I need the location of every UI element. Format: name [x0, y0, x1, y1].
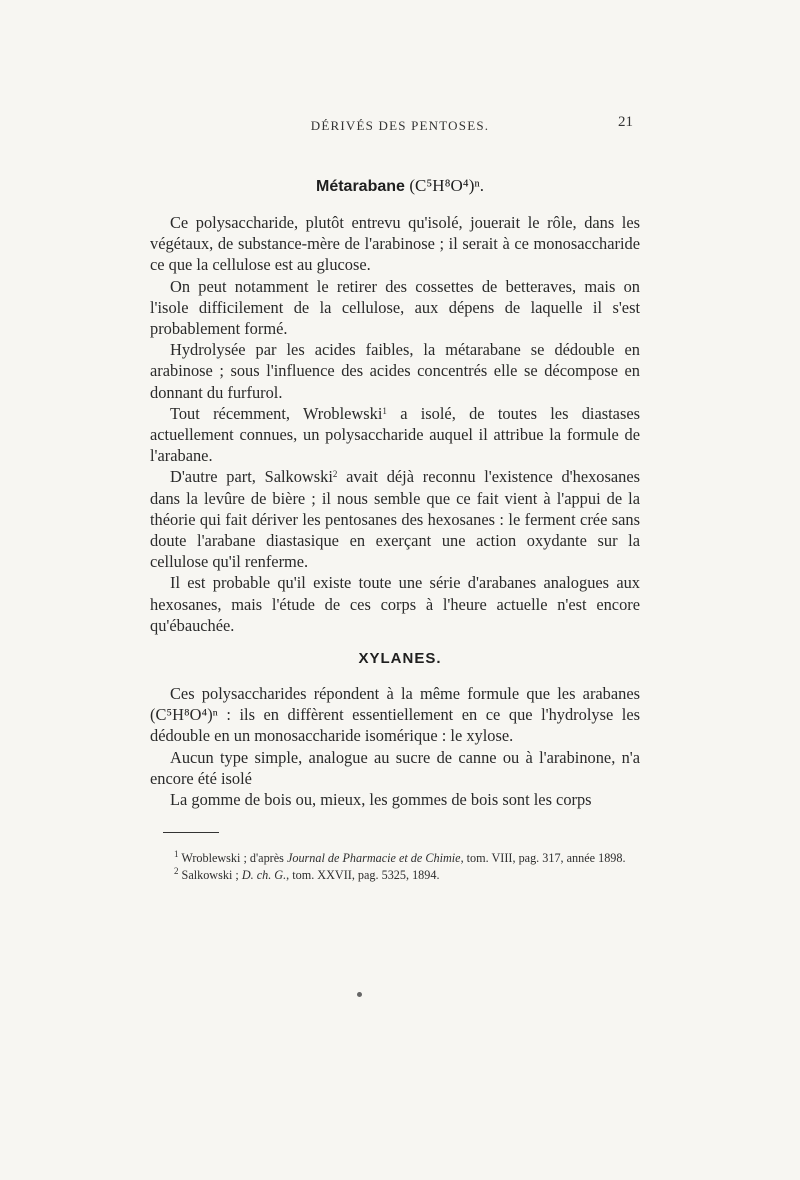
paragraph-text: D'autre part, Salkowski	[170, 467, 333, 487]
xylanes-body	[150, 683, 640, 810]
footnote-divider	[163, 832, 219, 833]
paragraph: Aucun type simple, analogue au sucre de canne ou à l'arabinone, n'a encore été isolé	[150, 747, 640, 788]
footnote-text: Wroblewski ; d'après	[178, 851, 287, 865]
footnote	[150, 850, 640, 867]
paragraph: On peut notamment le retirer des cossettes de betteraves, mais on l'isole difficilement de la cellulose, aux dépens de laquelle il s'est probablement formé.	[150, 276, 640, 339]
footnote	[150, 867, 640, 884]
paragraph	[150, 403, 640, 467]
paragraph: Ces polysaccharides répondent à la même formule que les arabanes (C⁵H⁸O⁴)ⁿ : ils en diffèrent essentiellement en ce que l'hydrolyse les dédouble en un monosaccharide isomérique : le xylose.	[150, 684, 640, 746]
paragraph: Ce polysaccharide, plutôt entrevu qu'isolé, jouerait le rôle, dans les végétaux, de substance-mère de l'arabinose ; il serait à ce monosaccharide ce que la cellulose est au glucose.	[150, 213, 640, 275]
paragraph	[150, 466, 640, 572]
page-number: 21	[618, 114, 633, 130]
ink-dot	[357, 992, 362, 997]
section-title-formula: (C⁵H⁸O⁴)ⁿ.	[409, 176, 484, 195]
metarabane-body	[150, 212, 640, 636]
footnote-text: Salkowski ;	[178, 868, 242, 882]
section-title-name: Métarabane	[316, 178, 405, 195]
paragraph: Hydrolysée par les acides faibles, la métarabane se dédouble en arabinose ; sous l'influence des acides concentrés elle se décompose en donnant du furfurol.	[150, 340, 640, 402]
paragraph-text: a isolé, de toutes les diastases actuellement connues, un polysaccharide auquel il attribue la formule de l'arabane.	[150, 403, 640, 466]
footnote-reference[interactable]: 1	[382, 405, 387, 416]
footnote-marker: 2	[174, 866, 179, 876]
footnote-journal: D. ch. G.	[241, 868, 287, 882]
footnote-reference[interactable]: 2	[332, 469, 338, 480]
paragraph: La gomme de bois ou, mieux, les gommes de bois sont les corps	[170, 790, 592, 810]
section-title	[0, 176, 800, 196]
footnote-journal: Journal de Pharmacie et de Chimie	[286, 851, 461, 865]
footnote-text: , tom. VIII, pag. 317, année 1898.	[460, 851, 626, 865]
footnote-text: , tom. XXVII, pag. 5325, 1894.	[286, 868, 440, 882]
paragraph: Il est probable qu'il existe toute une série d'arabanes analogues aux hexosanes, mais l'étude de ces corps à l'heure actuelle n'est encore qu'ébauchée.	[150, 573, 640, 635]
paragraph-text: avait déjà reconnu l'existence d'hexosanes dans la levûre de bière ; il nous semble que ce fait vient à l'appui de la théorie qui fait dériver les pentosanes des hexosanes : le ferment crée sans doute l'arabane diastasique en exerçant une action oxydante sur la cellulose qu'il renferme.	[150, 467, 640, 572]
paragraph-text: Tout récemment, Wroblewski	[170, 403, 383, 423]
footnotes	[150, 850, 640, 884]
footnote-marker: 1	[174, 849, 179, 859]
running-title: DÉRIVÉS DES PENTOSES.	[310, 118, 490, 133]
xylanes-heading: XYLANES.	[358, 650, 442, 667]
